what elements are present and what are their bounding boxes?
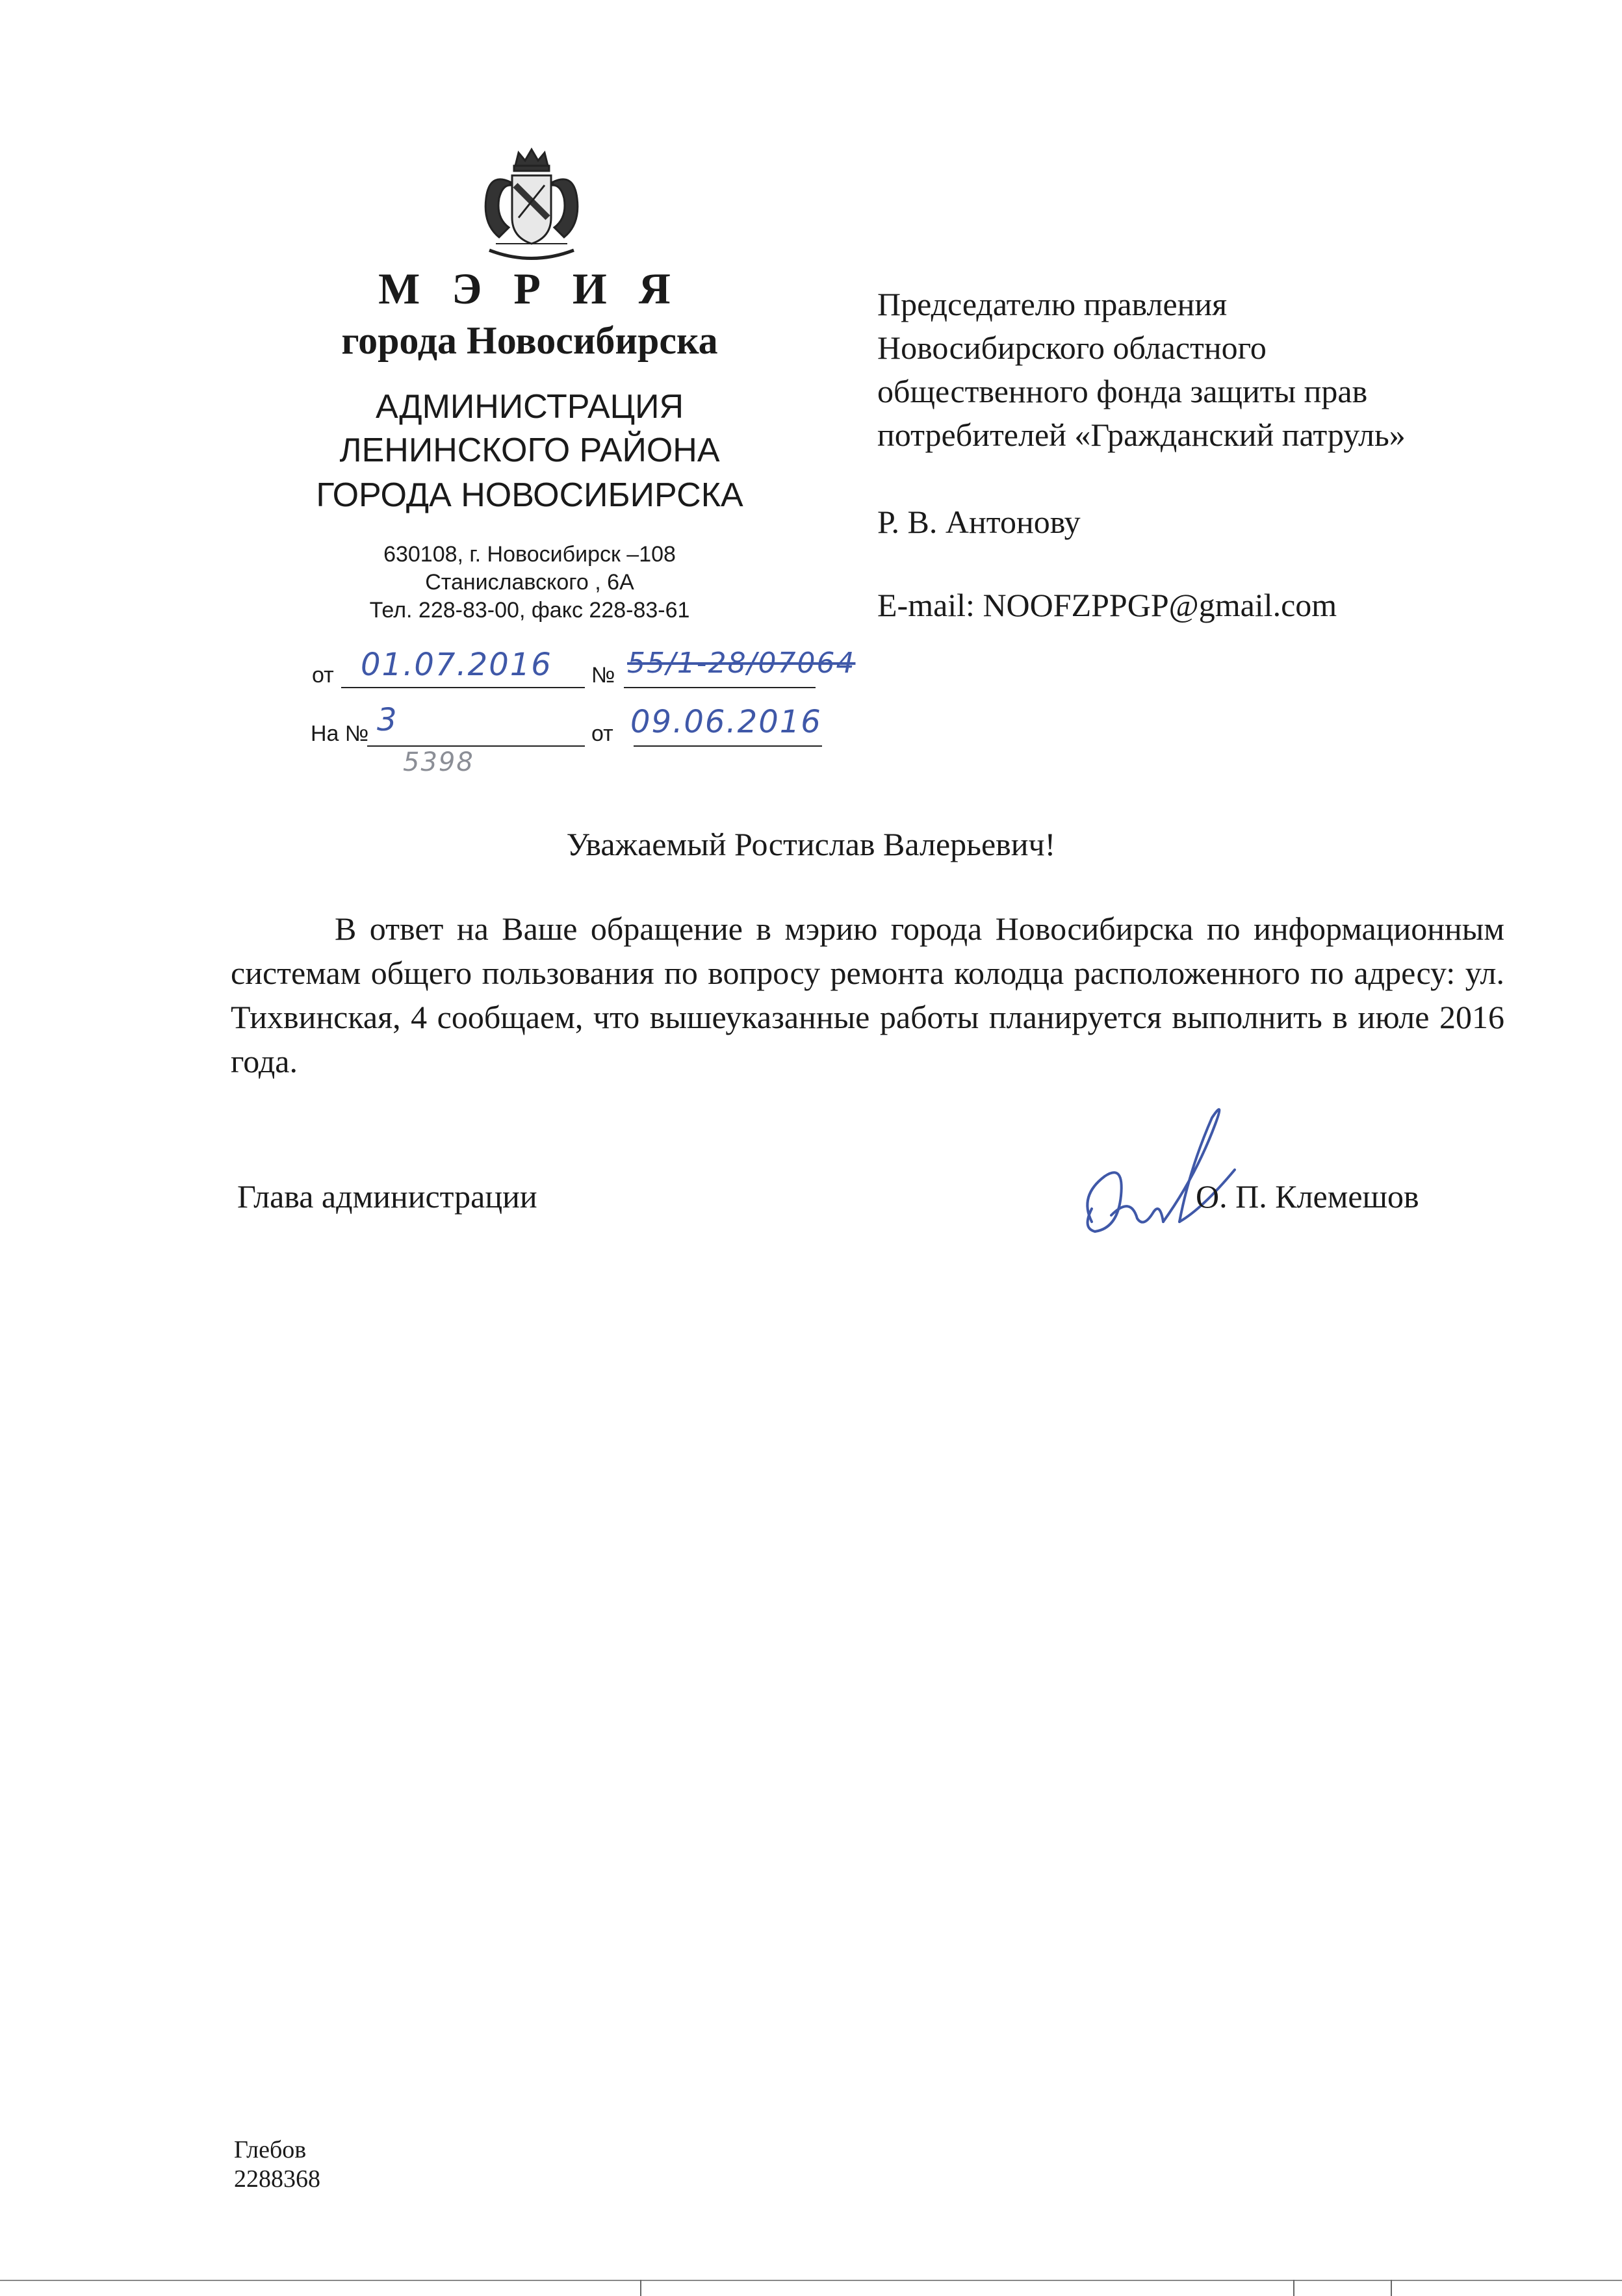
date-underline — [341, 687, 585, 688]
executor-phone: 2288368 — [234, 2165, 320, 2193]
number-label: № — [591, 663, 615, 688]
scan-edge-tick — [1391, 2280, 1392, 2296]
address-line-1: 630108, г. Новосибирск –108 — [383, 542, 676, 567]
executor-name: Глебов — [234, 2136, 307, 2163]
signatory-position: Глава администрации — [237, 1178, 537, 1215]
addressee-line-3: общественного фонда защиты прав — [877, 373, 1368, 409]
reply-number-underline — [367, 745, 585, 747]
scan-edge-line — [0, 2280, 1622, 2281]
outgoing-date: 01.07.2016 — [361, 647, 552, 683]
address-line-2: Станиславского , 6А — [425, 570, 634, 595]
signatory-name: О. П. Клемешов — [1196, 1178, 1419, 1215]
admin-line-2: ЛЕНИНСКОГО РАЙОНА — [339, 432, 720, 469]
body-paragraph: В ответ на Ваше обращение в мэрию города Новосибирска по информационным системам общего пользования по вопросу ремонта колодца расположенного по адресу: ул. Тихвинская, 4 сообщаем, что вышеуказанные работы планируется выполнить в июле 2016 года. — [231, 910, 1504, 1079]
address-line-3: Тел. 228-83-00, факс 228-83-61 — [369, 598, 690, 623]
reply-to-label: На № — [311, 721, 369, 746]
admin-line-3: ГОРОДА НОВОСИБИРСКА — [316, 476, 743, 514]
faint-note: 5398 — [403, 747, 474, 777]
addressee-line-1: Председателю правления — [877, 286, 1228, 322]
admin-line-1: АДМИНИСТРАЦИЯ — [375, 388, 684, 426]
number-underline — [624, 687, 816, 688]
meria-title: М Э Р И Я — [378, 264, 681, 313]
reply-number: 3 — [377, 702, 398, 738]
city-title: города Новосибирска — [341, 319, 718, 362]
addressee-name: Р. В. Антонову — [877, 504, 1081, 540]
coat-of-arms-icon — [470, 146, 593, 266]
scan-edge-tick — [640, 2280, 641, 2296]
reply-date-underline — [634, 745, 822, 747]
addressee-line-2: Новосибирского областного — [877, 329, 1267, 366]
from-label: от — [312, 663, 334, 688]
greeting: Уважаемый Ростислав Валерьевич! — [566, 826, 1056, 862]
addressee-email: E-mail: NOOFZPPGP@gmail.com — [877, 587, 1337, 623]
addressee-line-4: потребителей «Гражданский патруль» — [877, 417, 1406, 453]
scan-edge-tick — [1293, 2280, 1294, 2296]
reply-from-label: от — [591, 721, 613, 746]
handwritten-signature-icon — [1066, 1098, 1254, 1248]
reply-date: 09.06.2016 — [630, 704, 822, 740]
outgoing-number: 55/1-28/07064 — [627, 647, 856, 680]
